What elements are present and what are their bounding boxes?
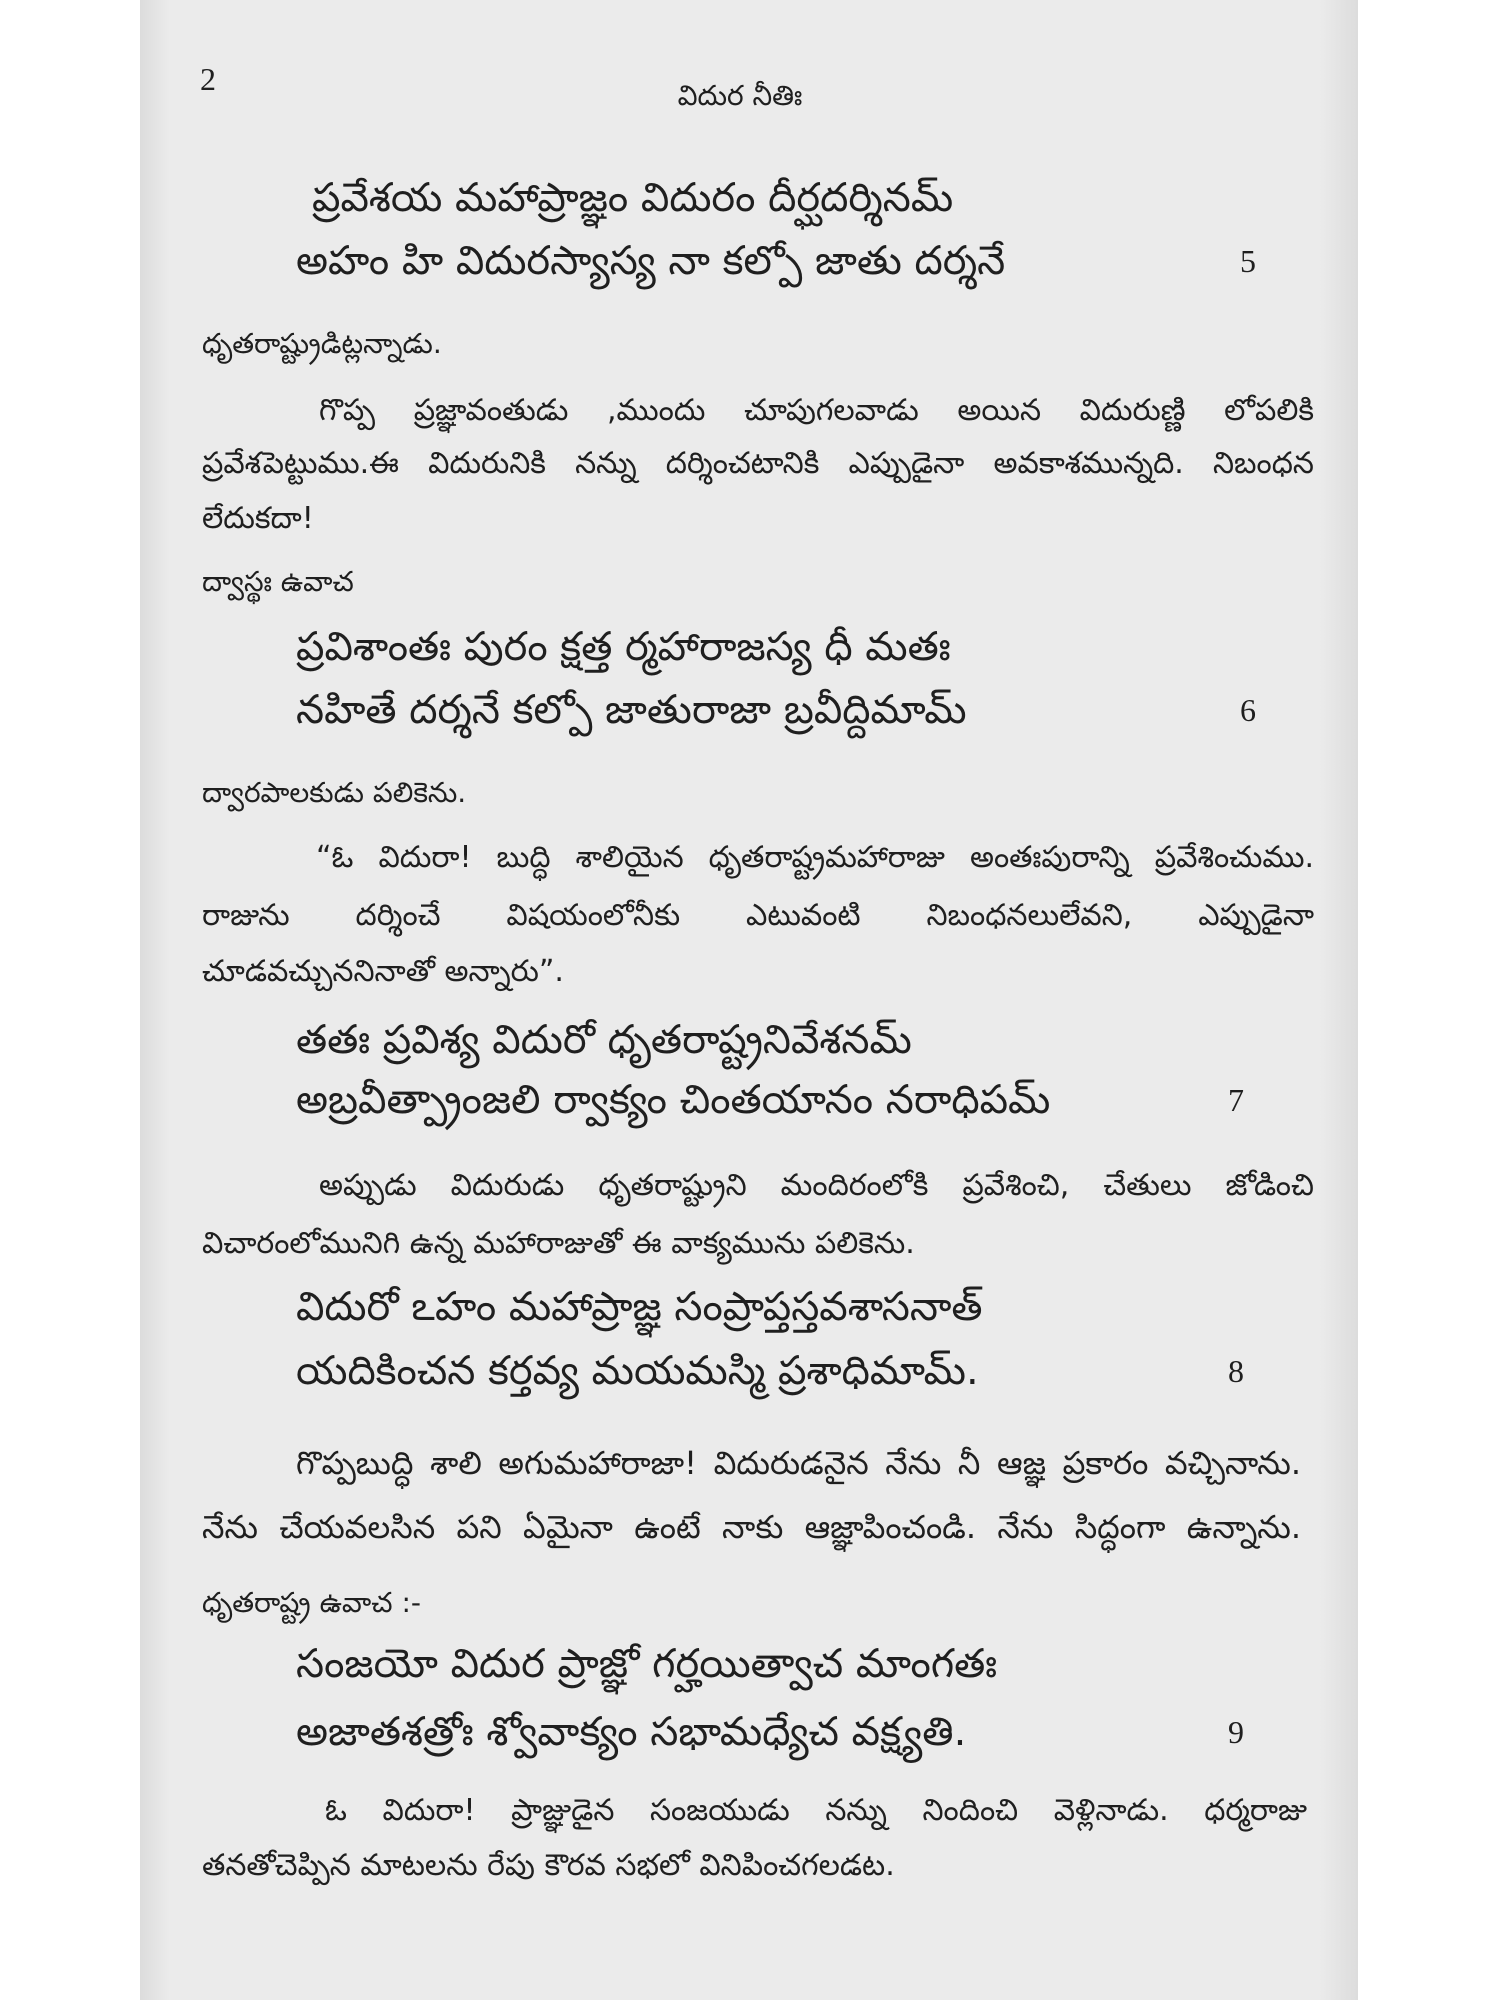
meaning-2-line-2: రాజును దర్శించే విషయంలోనీకు ఎటువంటి నిబంధనలులేవని, ఎప్పుడైనా	[202, 898, 1314, 933]
meaning-4-line-2: నేను చేయవలసిన పని ఏమైనా ఉంటే నాకు ఆజ్ఞాపించండి. నేను సిద్ధంగా ఉన్నాను.	[202, 1508, 1301, 1546]
verse-6-line-1: ప్రవిశాంతః పురం క్షత్త ర్మహారాజస్య ధీ మతః	[296, 624, 951, 670]
verse-8-line-2: యదికించన కర్తవ్య మయమస్మి ప్రశాధిమామ్.	[296, 1348, 979, 1394]
meaning-3-line-2: విచారంలోమునిగి ఉన్న మహారాజుతో ఈ వాక్యమును పలికెను.	[202, 1226, 915, 1261]
meaning-5-line-1: ఓ విదురా! ప్రాజ్ఞుడైన సంజయుడు నన్ను నిందించి వెళ్లినాడు. ధర్మరాజు	[325, 1793, 1307, 1828]
verse-7-line-1: తతః ప్రవిశ్య విదురో ధృతరాష్ట్రనివేశనమ్	[296, 1017, 912, 1063]
narration-line: ధృతరాష్ట్రుడిట్లన్నాడు.	[202, 327, 442, 360]
verse-number-6: 6	[1240, 692, 1256, 728]
meaning-1-line-3: లేదుకదా!	[202, 501, 314, 536]
speaker-line: ధృతరాష్ట్ర ఉవాచ :-	[202, 1586, 421, 1619]
verse-6-line-2: నహితే దర్శనే కల్పో జాతురాజా బ్రవీద్దిమామ్	[296, 687, 967, 733]
verse-9-line-1: సంజయో విదుర ప్రాజ్ఞో గర్హయిత్వాచ మాంగతః	[296, 1641, 998, 1687]
narration-line: ద్వారపాలకుడు పలికెను.	[202, 776, 467, 809]
verse-8-line-1: విదురో ఽహం మహాప్రాజ్ఞ సంప్రాప్తస్తవశాసనాత్	[296, 1284, 983, 1330]
verse-number-7: 7	[1228, 1082, 1244, 1118]
meaning-1-line-1: గొప్ప ప్రజ్ఞావంతుడు ,ముందు చూపుగలవాడు అయిన విదురుణ్ణి లోపలికి	[319, 393, 1314, 428]
page-number: 2	[200, 61, 216, 97]
paper-sheet	[140, 0, 1358, 2000]
running-head: విదుర నీతిః	[677, 79, 803, 112]
verse-number-5: 5	[1240, 243, 1256, 279]
meaning-1-line-2: ప్రవేశపెట్టుము.ఈ విదురునికి నన్ను దర్శించటానికి ఎప్పుడైనా అవకాశమున్నది. నిబంధన	[202, 446, 1314, 481]
verse-9-line-2: అజాతశత్రోః శ్వోవాక్యం సభామధ్యేచ వక్ష్యతి.	[296, 1709, 967, 1755]
verse-number-9: 9	[1228, 1714, 1244, 1750]
verse-7-line-2: అబ్రవీత్ప్రాంజలి ర్వాక్యం చింతయానం నరాధిపమ్	[296, 1077, 1051, 1123]
verse-number-8: 8	[1228, 1353, 1244, 1389]
meaning-2-line-1: “ఓ విదురా! బుద్ధి శాలియైన ధృతరాష్ట్రమహారాజు అంతఃపురాన్ని ప్రవేశించుము.	[316, 840, 1314, 875]
meaning-4-line-1: గొప్పబుద్ధి శాలి అగుమహారాజా! విదురుడనైన నేను నీ ఆజ్ఞ ప్రకారం వచ్చినాను.	[296, 1444, 1301, 1482]
verse-5-line-2: అహం హి విదురస్యాస్య నా కల్పో జాతు దర్శనే	[296, 238, 1006, 284]
speaker-line: ద్వాస్థః ఉవాచ	[202, 565, 354, 598]
meaning-2-line-3: చూడవచ్చుననినాతో అన్నారు”.	[202, 954, 564, 989]
meaning-3-line-1: అప్పుడు విదురుడు ధృతరాష్ట్రుని మందిరంలోకి ప్రవేశించి, చేతులు జోడించి	[319, 1168, 1314, 1203]
meaning-5-line-2: తనతోచెప్పిన మాటలను రేపు కౌరవ సభలో వినిపించగలడట.	[202, 1848, 895, 1883]
verse-5-line-1: ప్రవేశయ మహాప్రాజ్ఞం విదురం దీర్ఘదర్శినమ్	[312, 175, 954, 221]
